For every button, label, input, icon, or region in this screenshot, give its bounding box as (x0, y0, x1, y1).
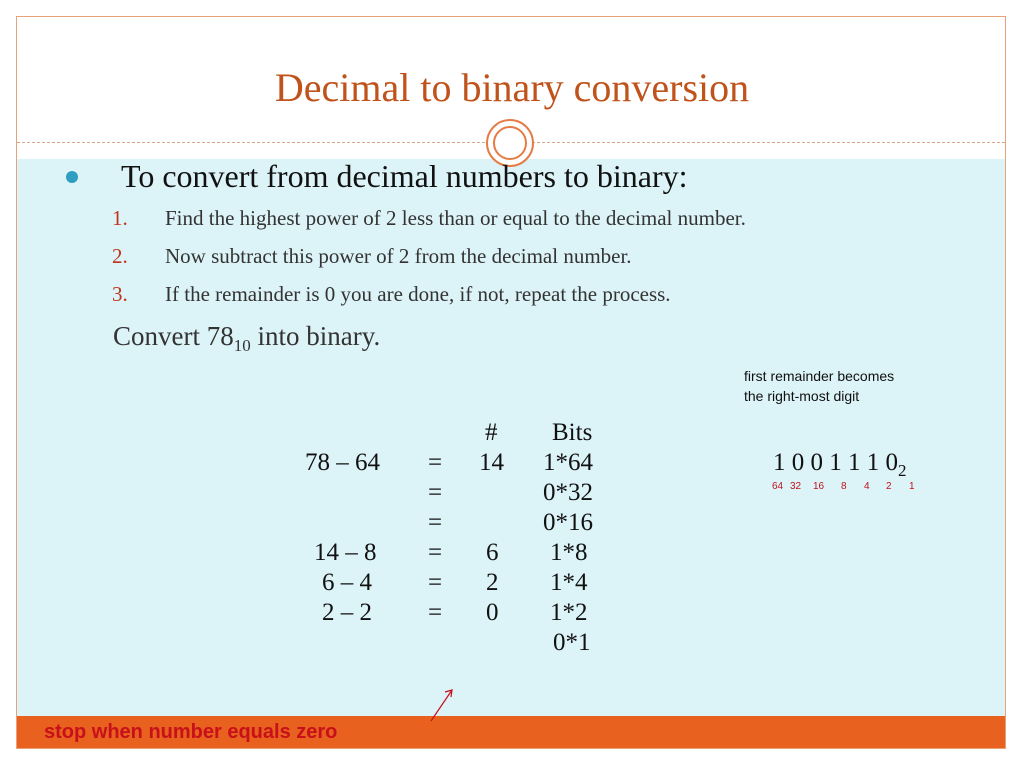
convert-prompt (113, 318, 380, 354)
expr-cell: 78 – 64 (305, 449, 380, 476)
equals-cell: = (428, 569, 443, 596)
count-cell: 6 (486, 539, 499, 566)
note-line: first remainder becomes (744, 368, 895, 384)
bits-cell: 1*8 (550, 539, 588, 566)
expr-cell: 2 – 2 (322, 599, 372, 626)
slide-title: Decimal to binary conversion (274, 65, 750, 110)
equals-cell: = (428, 509, 443, 536)
equals-cell: = (428, 449, 443, 476)
bullet-icon (66, 171, 78, 183)
stop-note: stop when number equals zero (44, 721, 338, 743)
step-number: 3. (112, 282, 128, 306)
place-value: 16 (813, 481, 825, 492)
place-value: 2 (886, 481, 892, 492)
step-number: 1. (112, 206, 128, 230)
expr-cell: 6 – 4 (322, 569, 372, 596)
note-line: the right-most digit (744, 388, 860, 404)
equals-cell: = (428, 479, 443, 506)
convert-suffix: into binary. (250, 321, 381, 351)
bits-cell: 0*1 (553, 629, 591, 656)
bits-header: Bits (552, 419, 593, 446)
bits-cell: 1*64 (543, 449, 593, 476)
convert-base: 10 (233, 336, 251, 355)
main-bullet-text: To convert from decimal numbers to binary: (121, 158, 688, 194)
equals-cell: = (428, 539, 443, 566)
place-value: 8 (841, 481, 847, 492)
count-cell: 0 (486, 599, 499, 626)
remainder-note (744, 366, 894, 406)
step-text: Find the highest power of 2 less than or equal to the decimal number. (165, 206, 746, 230)
bits-cell: 1*4 (550, 569, 588, 596)
binary-base: 2 (898, 461, 907, 480)
step-text: Now subtract this power of 2 from the decimal number. (165, 244, 632, 268)
equals-cell: = (428, 599, 443, 626)
bits-cell: 0*16 (543, 509, 593, 536)
count-cell: 2 (486, 569, 499, 596)
bits-cell: 0*32 (543, 479, 593, 506)
expr-cell: 14 – 8 (314, 539, 377, 566)
bits-cell: 1*2 (550, 599, 588, 626)
binary-digits: 1 0 0 1 1 1 0 (773, 449, 898, 476)
count-header: # (485, 419, 498, 446)
step-number: 2. (112, 244, 128, 268)
count-cell: 14 (479, 449, 504, 476)
binary-result (773, 448, 907, 478)
place-value: 4 (864, 481, 870, 492)
arrow-icon (426, 686, 458, 726)
place-value: 32 (790, 481, 802, 492)
step-text: If the remainder is 0 you are done, if not, repeat the process. (165, 282, 671, 306)
place-value: 64 (772, 481, 784, 492)
place-value: 1 (909, 481, 915, 492)
convert-prefix: Convert 78 (113, 321, 234, 351)
